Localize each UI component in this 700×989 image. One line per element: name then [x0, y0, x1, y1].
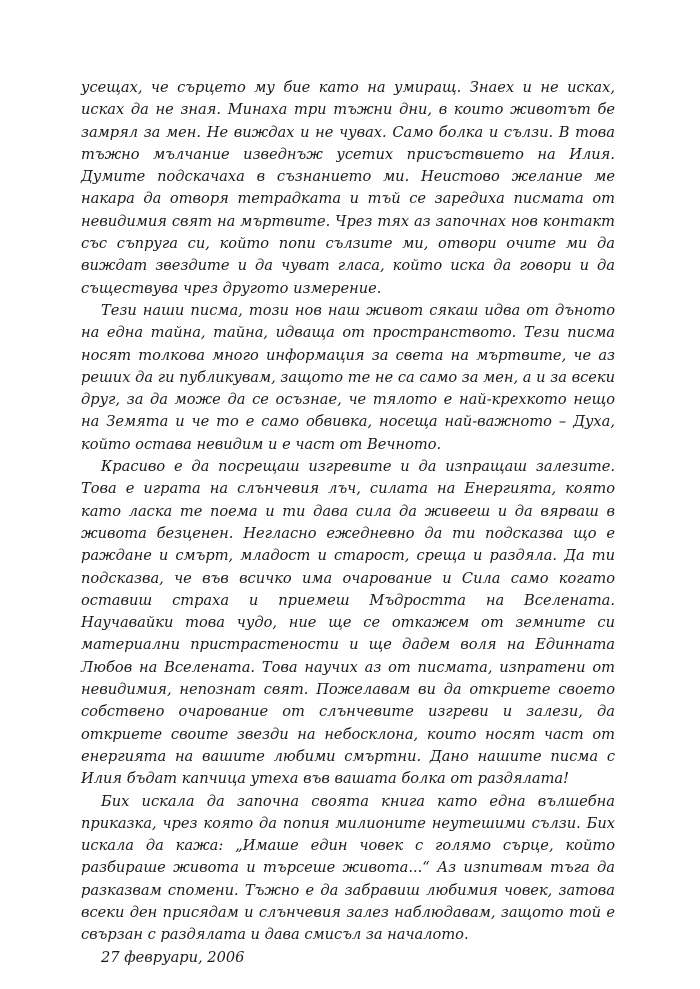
paragraph-4: Бих искала да започна своята книга като една вълшебна приказка, чрез която да попия милионите неутешими сълзи. Бих искала да кажа: „Имаше един човек с голямо сърце, който разбираше живота и търсеше живота...“ Аз изпитвам тъга да разказвам спомени. Тъжно е да забравиш любимия човек, затова всеки ден присядам и слънчевия залез наблюдавам, защото той е свързан с раздялата и дава смисъл за началото. [81, 792, 615, 944]
body-text [81, 77, 615, 969]
date-line: 27 февруари, 2006 [101, 948, 245, 966]
paragraph-2: Тези наши писма, този нов наш живот сякаш идва от дъното на една тайна, тайна, идваща от пространството. Тези писма носят толкова много информация за света на мъртвите, че аз реших да ги публикувам, защото те не са само за мен, а и за всеки друг, за да може да се осъзнае, че тялото е най-крехкото нещо на Земята и че то е само обвивка, носеща най-важното – Духа, който остава невидим и е част от Вечното. [81, 301, 615, 453]
paragraph-3: Красиво е да посрещаш изгревите и да изпращаш залезите. Това е играта на слънчевия лъч, силата на Енергията, която като ласка те поема и ти дава сила да живееш и да вярваш в живота безценен. Негласно ежедневно да ти подсказва що е раждане и смърт, младост и старост, среща и раздяла. Да ти подсказва, че във всичко има очарование и Сила само когато оставиш страха и приемеш Мъдростта на Вселената. Научавайки това чудо, ние ще се откажем от земните си материални пристрастености и ще дадем воля на Единната Любов на Вселената. Това научих аз от писмата, изпратени от невидимия, непознат свят. Пожелавам ви да откриете своето собствено очарование от слънчевите изгреви и залези, да откриете своите звезди на небосклона, които носят част от енергията на вашите любими смъртни. Дано нашите писма с Илия бъдат капчица утеха във вашата болка от раздялата! [81, 458, 615, 788]
paragraph-1: усещах, че сърцето му бие като на умиращ. Знаех и не исках, исках да не зная. Минаха три тъжни дни, в които животът бе замрял за мен. Не виждах и не чувах. Само болка и сълзи. В това тъжно мълчание изведнъж усетих присъствието на Илия. Думите подскачаха в съзнанието ми. Неистово желание ме накара да отворя тетрадката и тъй се заредиха писмата от невидимия свят на мъртвите. Чрез тях аз започнах нов контакт със съпруга си, който попи сълзите ми, отвори очите ми да виждат звездите и да чуват гласа, който иска да говори и да съществува чрез другото измерение. [81, 79, 615, 297]
